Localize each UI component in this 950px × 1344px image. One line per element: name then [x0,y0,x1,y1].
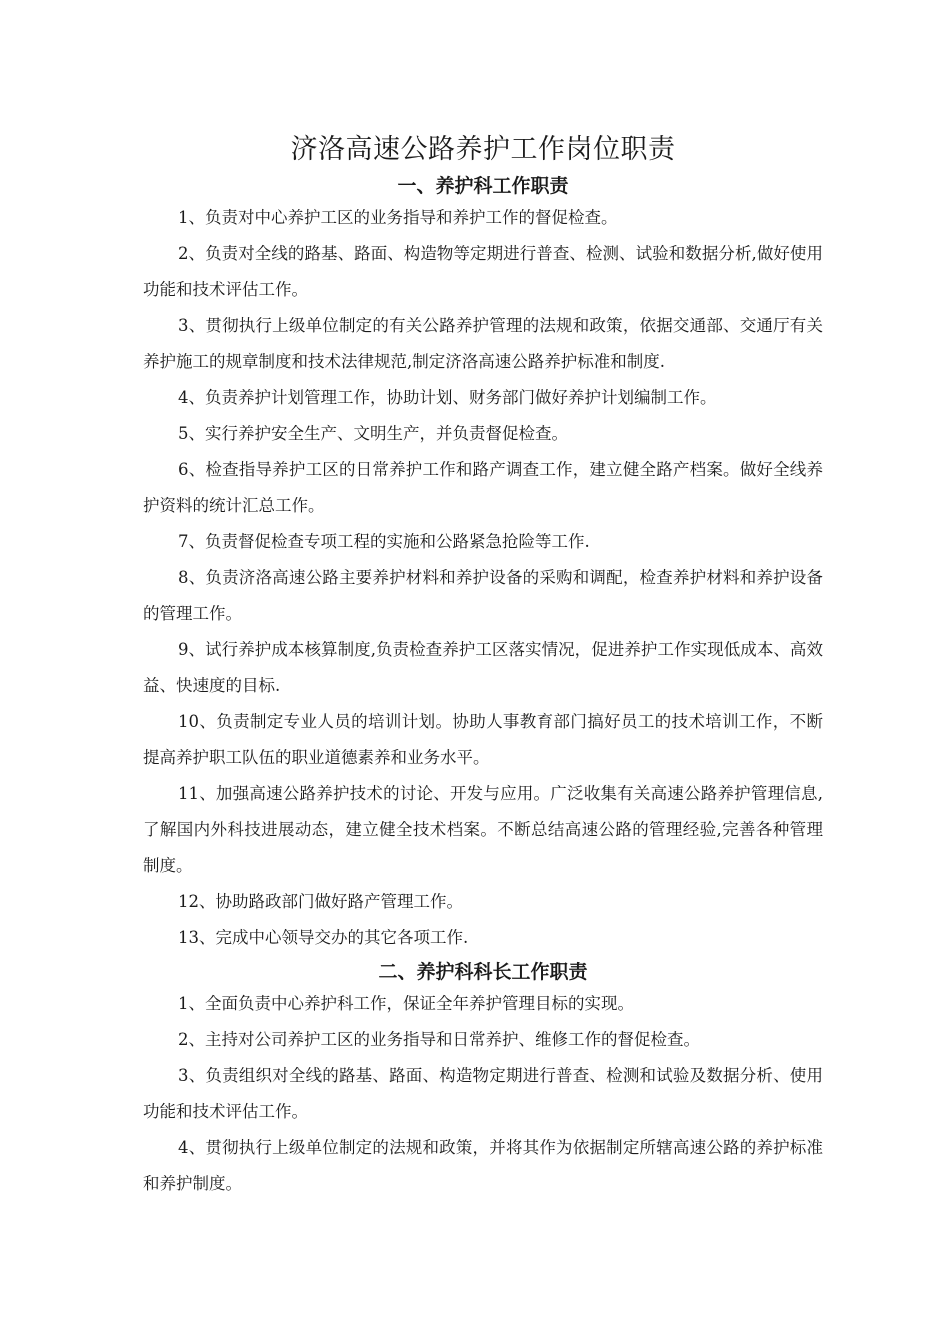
duty-item: 1、全面负责中心养护科工作，保证全年养护管理目标的实现。 [178,994,634,1013]
section-heading: 二、养护科科长工作职责 [378,961,588,983]
document-title: 济洛高速公路养护工作岗位职责 [290,134,676,165]
section-heading: 一、养护科工作职责 [397,175,569,197]
duty-item: 9、试行养护成本核算制度,负责检查养护工区落实情况，促进养护工作实现低成本、高效益、快速度的目标. [143,640,823,695]
document-body [143,128,823,1202]
duty-item: 6、检查指导养护工区的日常养护工作和路产调查工作，建立健全路产档案。做好全线养护资料的统计汇总工作。 [143,460,823,515]
duty-item: 2、主持对公司养护工区的业务指导和日常养护、维修工作的督促检查。 [178,1030,700,1049]
duty-item: 11、加强高速公路养护技术的讨论、开发与应用。广泛收集有关高速公路养护管理信息,了解国内外科技进展动态，建立健全技术档案。不断总结高速公路的管理经验,完善各种管理制度。 [143,784,823,875]
duty-item: 10、负责制定专业人员的培训计划。协助人事教育部门搞好员工的技术培训工作，不断提高养护职工队伍的职业道德素养和业务水平。 [143,712,823,767]
duty-item: 4、贯彻执行上级单位制定的法规和政策，并将其作为依据制定所辖高速公路的养护标准和养护制度。 [143,1138,823,1193]
duty-item: 3、负责组织对全线的路基、路面、构造物定期进行普查、检测和试验及数据分析、使用功能和技术评估工作。 [143,1066,823,1121]
duty-item: 7、负责督促检查专项工程的实施和公路紧急抢险等工作. [178,532,590,551]
duty-item: 13、完成中心领导交办的其它各项工作. [178,928,469,947]
duty-item: 3、贯彻执行上级单位制定的有关公路养护管理的法规和政策，依据交通部、交通厅有关养护施工的规章制度和技术法律规范,制定济洛高速公路养护标准和制度. [143,316,823,371]
duty-item: 4、负责养护计划管理工作，协助计划、财务部门做好养护计划编制工作。 [178,388,717,407]
duty-item: 2、负责对全线的路基、路面、构造物等定期进行普查、检测、试验和数据分析,做好使用功能和技术评估工作。 [143,244,823,299]
section-section-chief [143,958,823,1202]
duty-item: 12、协助路政部门做好路产管理工作。 [178,892,463,911]
duty-item: 5、实行养护安全生产、文明生产，并负责督促检查。 [178,424,568,443]
duty-item: 8、负责济洛高速公路主要养护材料和养护设备的采购和调配，检查养护材料和养护设备的管理工作。 [143,568,823,623]
duty-item: 1、负责对中心养护工区的业务指导和养护工作的督促检查。 [178,208,618,227]
section-maintenance-dept [143,172,823,956]
